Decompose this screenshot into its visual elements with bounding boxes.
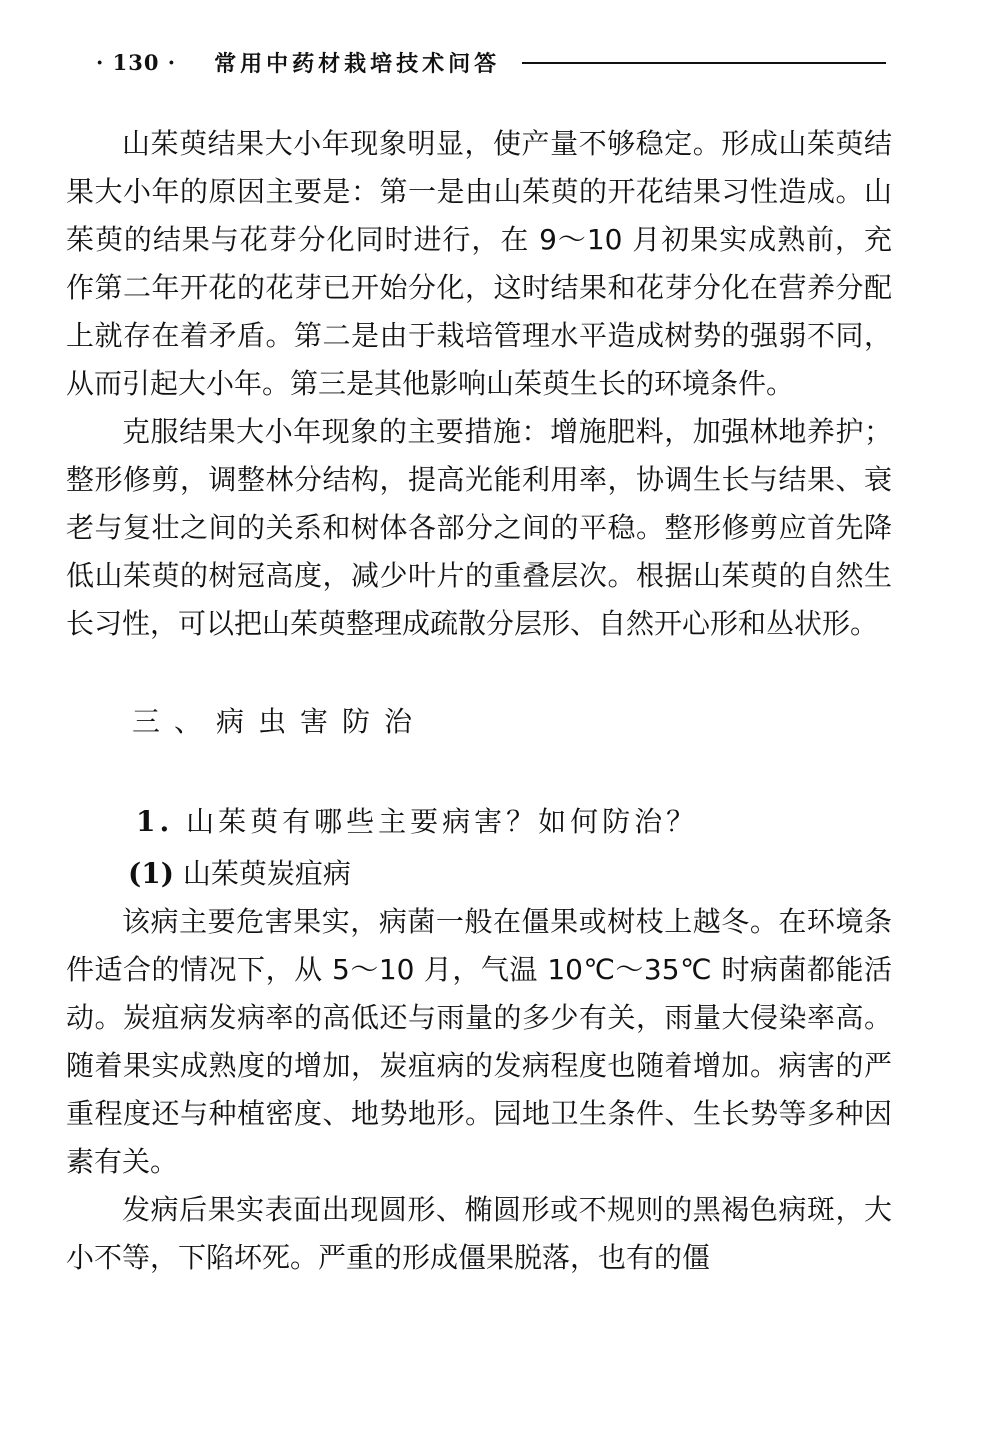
page-header xyxy=(96,42,886,82)
running-title: 常用中药材栽培技术问答 xyxy=(214,50,501,77)
subsection-number: (1) xyxy=(128,857,174,890)
section-heading: 三、病虫害防治 xyxy=(132,705,427,738)
paragraph-disease-conditions: 该病主要危害果实，病菌一般在僵果或树枝上越冬。在环境条件适合的情况下，从 5～10 月，气温 10℃～35℃ 时病菌都能活动。炭疽病发病率的高低还与雨量的多少有关，雨量大侵染率高。随着果实成熟度的增加，炭疽病的发病程度也随着增加。病害的严重程度还与种植密度、地势地形。园地卫生条件、生长势等多种因素有关。 xyxy=(66,905,892,1178)
paragraph-disease-symptoms: 发病后果实表面出现圆形、椭圆形或不规则的黑褐色病斑，大小不等，下陷坏死。严重的形成僵果脱落，也有的僵 xyxy=(66,1193,892,1274)
question-heading xyxy=(66,794,892,850)
subsection-title: 山茱萸炭疽病 xyxy=(182,857,351,890)
subsection-heading xyxy=(66,850,892,898)
page-body xyxy=(66,120,892,1282)
question-text: 山茱萸有哪些主要病害？如何防治？ xyxy=(186,805,699,838)
question-number: 1. xyxy=(136,805,174,838)
paragraph-bearing-measures: 克服结果大小年现象的主要措施：增施肥料，加强林地养护；整形修剪，调整林分结构，提高光能利用率，协调生长与结果、衰老与复壮之间的关系和树体各部分之间的平稳。整形修剪应首先降低山茱萸的树冠高度，减少叶片的重叠层次。根据山茱萸的自然生长习性，可以把山茱萸整理成疏散分层形、自然开心形和丛状形。 xyxy=(66,415,892,640)
paragraph-bearing-cause: 山茱萸结果大小年现象明显，使产量不够稳定。形成山茱萸结果大小年的原因主要是：第一是由山茱萸的开花结果习性造成。山茱萸的结果与花芽分化同时进行，在 9～10 月初果实成熟前，充作第二年开花的花芽已开始分化，这时结果和花芽分化在营养分配上就存在着矛盾。第二是由于栽培管理水平造成树势的强弱不同，从而引起大小年。第三是其他影响山茱萸生长的环境条件。 xyxy=(66,127,892,400)
page-number: · 130 · xyxy=(96,49,177,75)
header-rule xyxy=(522,62,886,64)
